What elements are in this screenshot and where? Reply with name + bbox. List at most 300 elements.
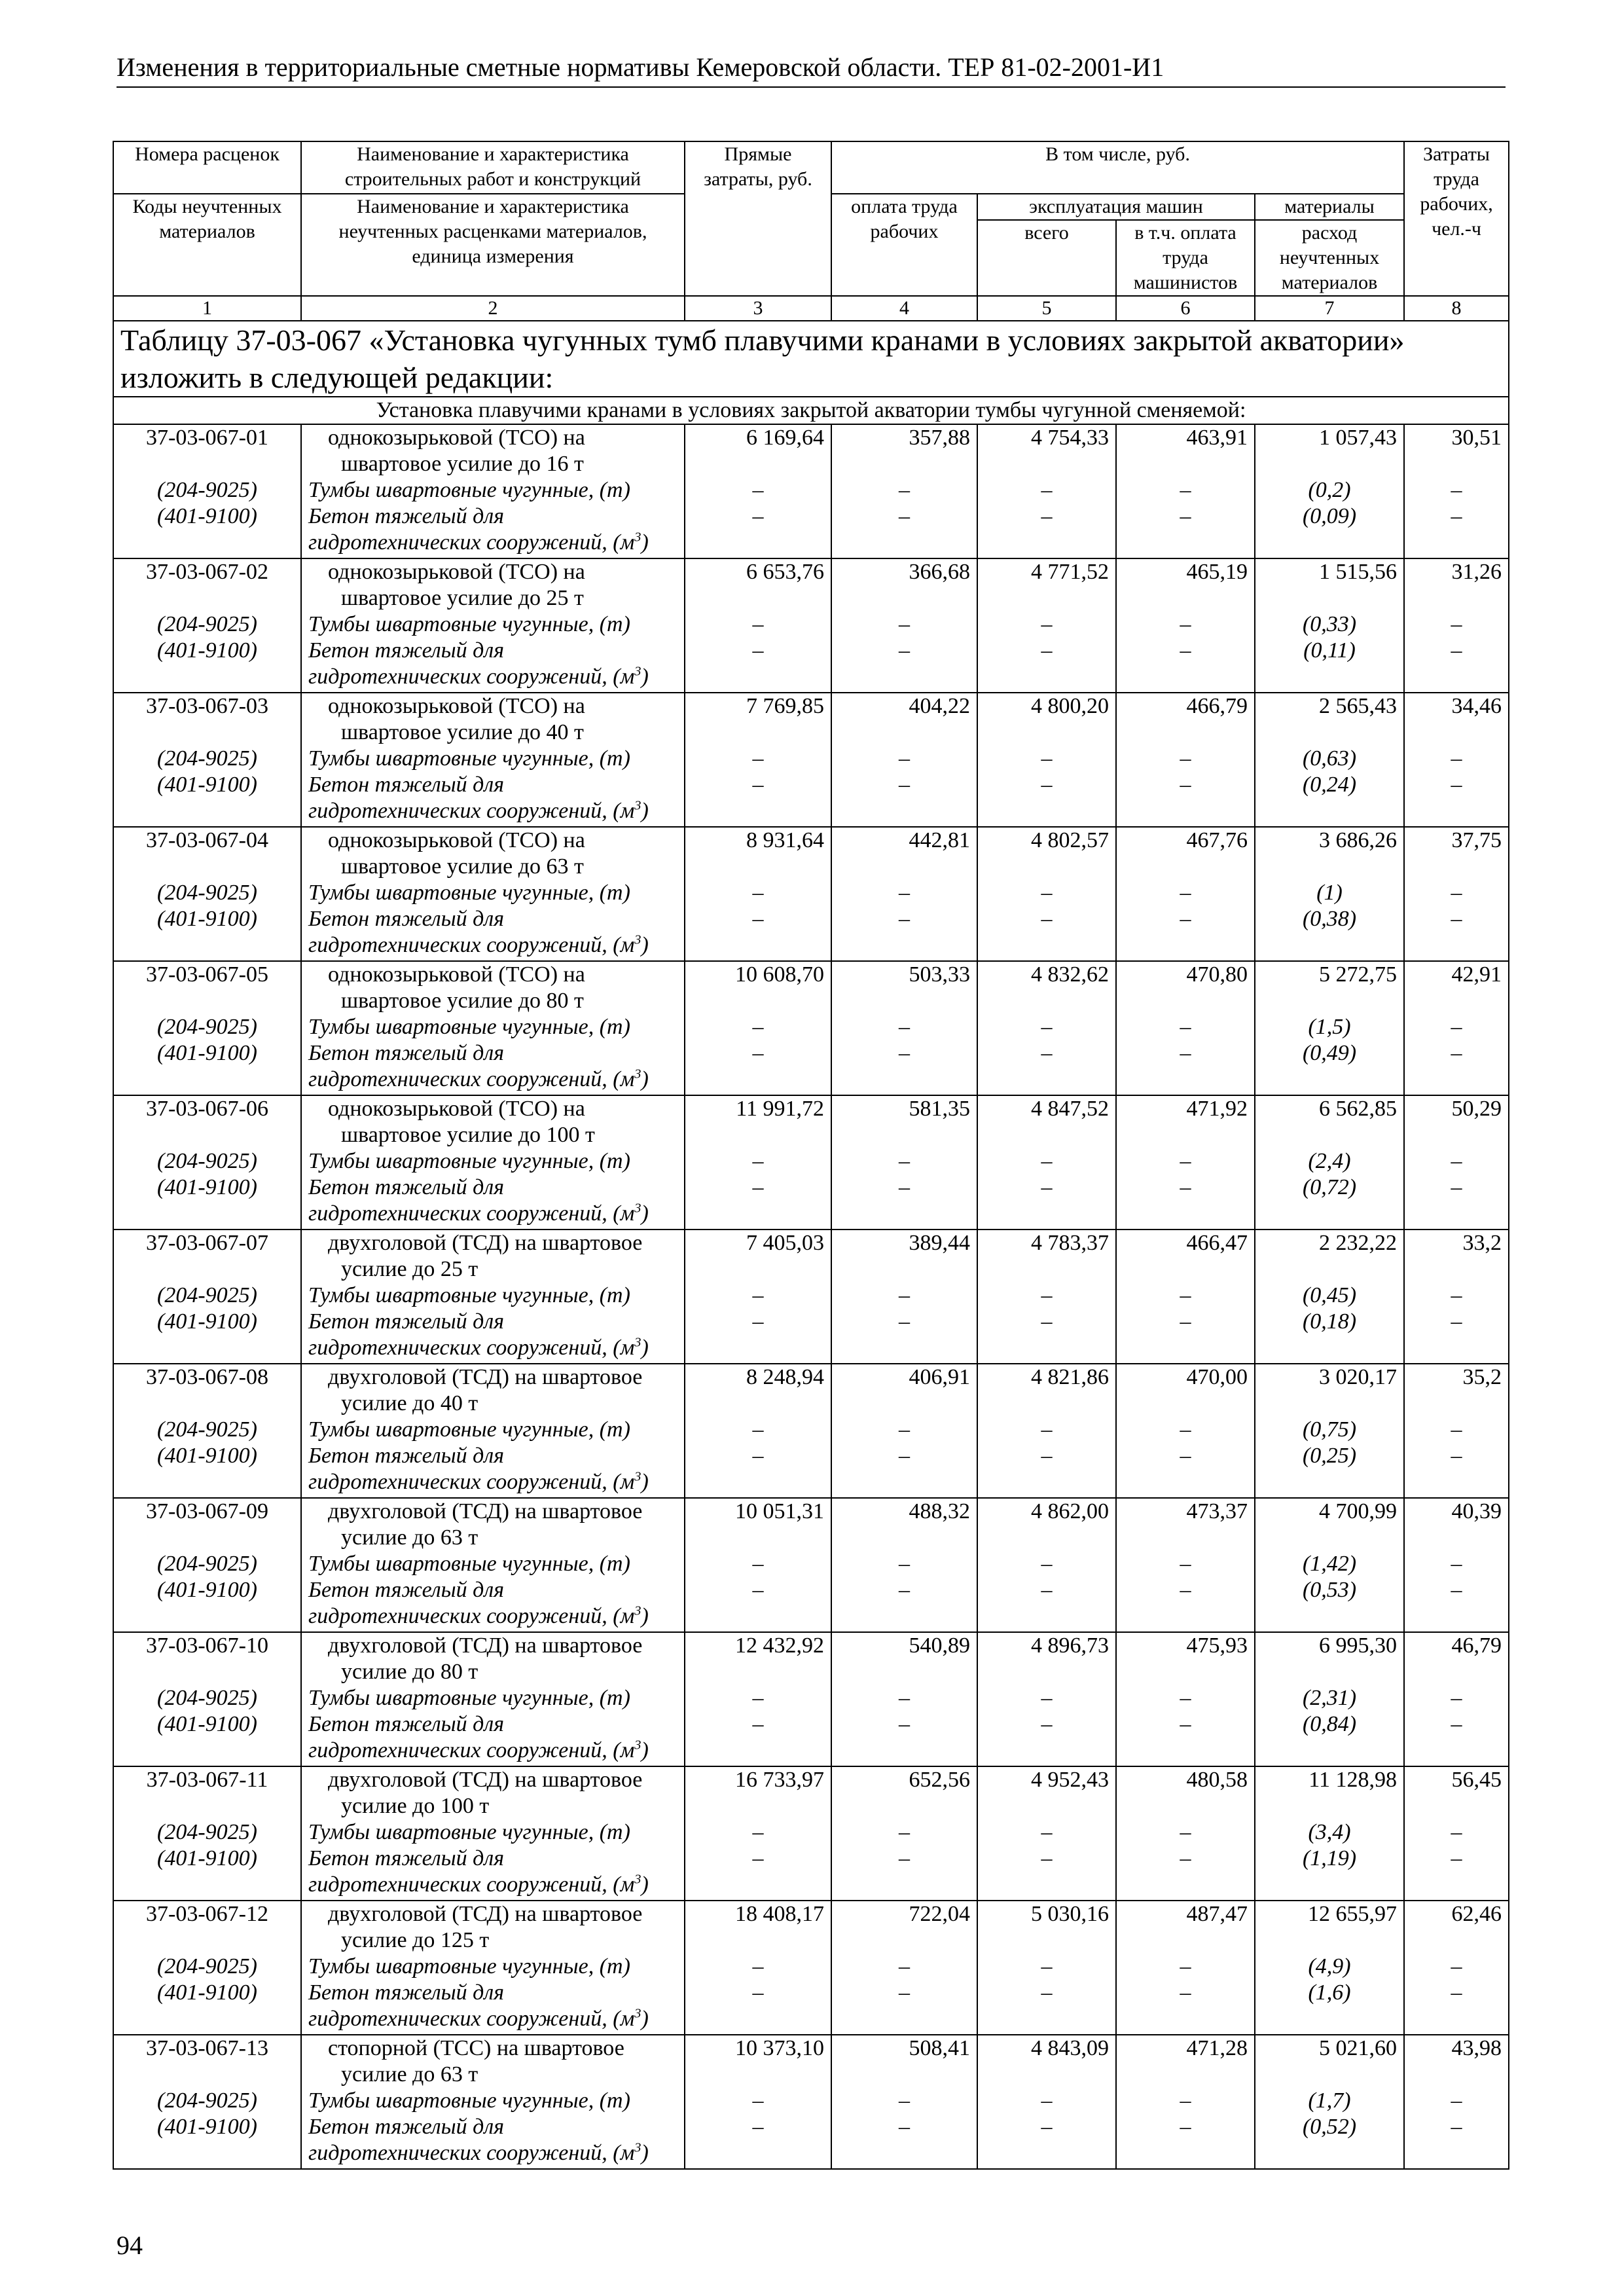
dash: – [752,1686,764,1710]
machines-total: 4 952,43 [1031,1768,1109,1792]
material-consumption: (0,38) [1302,907,1357,931]
materials-cost: 2 565,43 [1319,694,1398,718]
machinist-pay: 487,47 [1186,1902,1248,1926]
material-name-close: ) [641,2141,649,2165]
direct-cost-cell [685,2035,831,2169]
material-name: Бетон тяжелый для [308,1041,504,1065]
machinist-pay-cell [1116,961,1255,1095]
dash: – [899,1820,910,1844]
material-name: Бетон тяжелый для [308,1846,504,1870]
header-rule [117,86,1506,88]
rates-table [113,141,1509,2170]
materials-cell [1255,424,1404,558]
material-name: Тумбы швартовные чугунные, (т) [308,746,630,771]
material-code: (204-9025) [157,1686,257,1710]
rate-code: 37-03-067-03 [146,694,268,718]
material-code: (401-9100) [157,1578,257,1602]
labor-hours: 31,26 [1451,560,1502,584]
work-name-cell [301,693,685,827]
direct-cost: 8 248,94 [746,1365,824,1389]
material-name: Бетон тяжелый для [308,1712,504,1736]
worker-pay-cell [831,1364,977,1498]
work-name: двухголовой (ТСД) на швартовое усилие до 100 т [328,1768,643,1818]
column-numbers-row [113,296,1509,321]
dash: – [752,746,764,771]
unit-superscript: 3 [634,1872,641,1887]
dash: – [1041,1578,1053,1602]
materials-cell [1255,1230,1404,1364]
header-material-names: Наименование и характеристика неучтенных расценками материалов, единица измерения [301,194,685,296]
unit-superscript: 3 [634,664,641,679]
dash: – [1451,1041,1462,1065]
machinist-pay: 473,37 [1186,1499,1248,1523]
work-name: двухголовой (ТСД) на швартовое усилие до 40 т [328,1365,643,1415]
dash: – [1451,1578,1462,1602]
unit-superscript: 3 [634,1201,641,1216]
dash: – [1041,1309,1053,1334]
dash: – [899,1954,910,1978]
work-name-cell [301,1498,685,1632]
dash: – [1180,612,1191,636]
header-unaccounted-materials: расход неучтенных материалов [1255,220,1404,296]
dash: – [752,1444,764,1468]
materials-cost: 2 232,22 [1319,1231,1398,1255]
direct-cost: 10 051,31 [735,1499,824,1523]
worker-pay: 366,68 [909,560,970,584]
header-machinist-pay: в т.ч. оплата труда машинистов [1116,220,1255,296]
rate-code: 37-03-067-08 [146,1365,268,1389]
material-name [308,1201,677,1227]
materials-cost: 6 562,85 [1319,1097,1398,1121]
machines-total: 4 832,62 [1031,962,1109,987]
labor-hours-cell [1404,1632,1509,1766]
material-name [308,1335,677,1361]
material-code: (401-9100) [157,773,257,797]
material-consumption: (0,72) [1302,1175,1357,1199]
machines-total: 4 843,09 [1031,2036,1109,2060]
machinist-pay: 467,76 [1186,828,1248,852]
dash: – [899,1417,910,1442]
machinist-pay-cell [1116,827,1255,961]
direct-cost-cell [685,1766,831,1901]
dash: – [1451,1980,1462,2005]
machinist-pay-cell [1116,1095,1255,1230]
material-name [308,2006,677,2032]
labor-hours-cell [1404,2035,1509,2169]
dash: – [1451,1283,1462,1307]
worker-pay-cell [831,2035,977,2169]
dash: – [1041,746,1053,771]
labor-hours: 62,46 [1451,1902,1502,1926]
machinist-pay: 480,58 [1186,1768,1248,1792]
unit-superscript: 3 [634,1469,641,1484]
dash: – [1041,2088,1053,2113]
material-code: (204-9025) [157,1417,257,1442]
dash: – [752,1309,764,1334]
material-name [308,664,677,690]
dash: – [752,1149,764,1173]
rate-code-cell [113,693,301,827]
column-number: 4 [831,296,977,321]
direct-cost-cell [685,1901,831,2035]
column-number: 7 [1255,296,1404,321]
dash: – [1451,2115,1462,2139]
dash: – [1041,1175,1053,1199]
material-consumption: (4,9) [1308,1954,1351,1978]
header-material-codes: Коды неучтенных материалов [113,194,301,296]
dash: – [899,907,910,931]
labor-hours: 35,2 [1462,1365,1502,1389]
machines-total-cell [977,827,1116,961]
material-code: (401-9100) [157,1444,257,1468]
material-code: (204-9025) [157,478,257,502]
machinist-pay: 465,19 [1186,560,1248,584]
work-name: однокозырьковой (ТСО) на швартовое усилие до 80 т [328,962,585,1013]
dash: – [1041,1712,1053,1736]
material-name-unit: гидротехнических сооружений, (м [308,1067,635,1091]
dash: – [1451,612,1462,636]
work-name-cell [301,1230,685,1364]
dash: – [899,478,910,502]
material-consumption: (0,09) [1302,504,1357,528]
material-code: (401-9100) [157,504,257,528]
material-name [308,1872,677,1898]
work-name: однокозырьковой (ТСО) на швартовое усилие до 100 т [328,1097,595,1147]
machines-total-cell [977,1498,1116,1632]
dash: – [752,907,764,931]
dash: – [1451,1686,1462,1710]
direct-cost: 10 608,70 [735,962,824,987]
material-name: Тумбы швартовные чугунные, (т) [308,1686,630,1710]
unit-superscript: 3 [634,1335,641,1350]
machines-total: 4 800,20 [1031,694,1109,718]
material-name: Тумбы швартовные чугунные, (т) [308,1820,630,1844]
material-name-close: ) [641,530,649,555]
machines-total: 4 771,52 [1031,560,1109,584]
dash: – [1041,881,1053,905]
machines-total-cell [977,693,1116,827]
direct-cost: 12 432,92 [735,1633,824,1658]
labor-hours-cell [1404,961,1509,1095]
material-code: (401-9100) [157,1980,257,2005]
dash: – [899,1041,910,1065]
dash: – [752,1980,764,2005]
material-name: Тумбы швартовные чугунные, (т) [308,881,630,905]
material-consumption: (0,53) [1302,1578,1357,1602]
work-name: двухголовой (ТСД) на швартовое усилие до 63 т [328,1499,643,1550]
table-row [113,558,1509,693]
dash: – [1180,1417,1191,1442]
dash: – [899,1552,910,1576]
material-code: (204-9025) [157,1283,257,1307]
dash: – [752,1712,764,1736]
dash: – [1041,1417,1053,1442]
rate-code-cell [113,1766,301,1901]
rate-code-cell [113,1498,301,1632]
worker-pay: 488,32 [909,1499,970,1523]
page-number: 94 [117,2231,143,2260]
direct-cost: 6 169,64 [746,426,824,450]
worker-pay: 404,22 [909,694,970,718]
materials-cell [1255,1364,1404,1498]
worker-pay-cell [831,961,977,1095]
machinist-pay-cell [1116,1364,1255,1498]
labor-hours-cell [1404,558,1509,693]
worker-pay-cell [831,827,977,961]
work-name: двухголовой (ТСД) на швартовое усилие до 80 т [328,1633,643,1684]
material-name [308,1738,677,1764]
rate-code-cell [113,827,301,961]
dash: – [1041,1149,1053,1173]
material-name-close: ) [641,665,649,689]
materials-cell [1255,1901,1404,2035]
table-row [113,424,1509,558]
labor-hours-cell [1404,1364,1509,1498]
dash: – [1180,1283,1191,1307]
dash: – [899,1846,910,1870]
direct-cost-cell [685,1498,831,1632]
material-code: (401-9100) [157,907,257,931]
dash: – [899,1686,910,1710]
material-name: Тумбы швартовные чугунные, (т) [308,1954,630,1978]
rate-code: 37-03-067-10 [146,1633,268,1658]
work-name-cell [301,558,685,693]
dash: – [752,1041,764,1065]
labor-hours: 50,29 [1451,1097,1502,1121]
direct-cost-cell [685,1095,831,1230]
dash: – [752,1015,764,1039]
machines-total-cell [977,1230,1116,1364]
material-name [308,2140,677,2166]
rate-code: 37-03-067-01 [146,426,268,450]
machinist-pay-cell [1116,693,1255,827]
dash: – [899,638,910,663]
labor-hours-cell [1404,1766,1509,1901]
labor-hours: 33,2 [1462,1231,1502,1255]
dash: – [1180,773,1191,797]
direct-cost-cell [685,558,831,693]
rate-code-cell [113,2035,301,2169]
table-row [113,1498,1509,1632]
material-consumption: (1,7) [1308,2088,1351,2113]
rate-code: 37-03-067-06 [146,1097,268,1121]
material-code: (204-9025) [157,1820,257,1844]
dash: – [899,504,910,528]
dash: – [752,1283,764,1307]
material-consumption: (0,75) [1302,1417,1357,1442]
worker-pay-cell [831,1095,977,1230]
materials-cell [1255,1498,1404,1632]
material-name-unit: гидротехнических сооружений, (м [308,1201,635,1226]
machinist-pay-cell [1116,1766,1255,1901]
work-name: стопорной (ТСС) на швартовое усилие до 63 т [328,2036,624,2086]
worker-pay: 357,88 [909,426,970,450]
dash: – [1041,1444,1053,1468]
worker-pay: 581,35 [909,1097,970,1121]
material-name: Бетон тяжелый для [308,1175,504,1199]
dash: – [1180,2088,1191,2113]
machines-total-cell [977,1364,1116,1498]
dash: – [1180,746,1191,771]
rate-code-cell [113,1632,301,1766]
dash: – [899,1980,910,2005]
dash: – [899,1712,910,1736]
unit-superscript: 3 [634,2140,641,2155]
material-name: Бетон тяжелый для [308,638,504,663]
materials-cell [1255,1095,1404,1230]
material-name-unit: гидротехнических сооружений, (м [308,2141,635,2165]
machinist-pay: 463,91 [1186,426,1248,450]
machinist-pay: 471,92 [1186,1097,1248,1121]
direct-cost: 6 653,76 [746,560,824,584]
direct-cost-cell [685,1230,831,1364]
material-name: Тумбы швартовные чугунные, (т) [308,1417,630,1442]
material-name-unit: гидротехнических сооружений, (м [308,1738,635,1762]
material-name-unit: гидротехнических сооружений, (м [308,2007,635,2031]
dash: – [1451,746,1462,771]
direct-cost-cell [685,693,831,827]
machines-total: 5 030,16 [1031,1902,1109,1926]
machines-total: 4 783,37 [1031,1231,1109,1255]
table-row [113,1364,1509,1498]
dash: – [752,1552,764,1576]
material-name: Бетон тяжелый для [308,2115,504,2139]
header-direct-costs: Прямые затраты, руб. [685,141,831,296]
machines-total: 4 802,57 [1031,828,1109,852]
material-name: Бетон тяжелый для [308,907,504,931]
material-name-unit: гидротехнических сооружений, (м [308,933,635,957]
material-consumption: (0,18) [1302,1309,1357,1334]
dash: – [1451,1015,1462,1039]
worker-pay-cell [831,558,977,693]
table-row [113,2035,1509,2169]
material-code: (401-9100) [157,1309,257,1334]
work-name: однокозырьковой (ТСО) на швартовое усилие до 25 т [328,560,585,610]
dash: – [1041,504,1053,528]
rate-code: 37-03-067-05 [146,962,268,987]
materials-cost: 12 655,97 [1308,1902,1398,1926]
dash: – [1180,1954,1191,1978]
dash: – [1041,2115,1053,2139]
dash: – [752,478,764,502]
material-consumption: (0,49) [1302,1041,1357,1065]
material-consumption: (0,52) [1302,2115,1357,2139]
machinist-pay: 471,28 [1186,2036,1248,2060]
machines-total: 4 754,33 [1031,426,1109,450]
material-consumption: (1,42) [1302,1552,1357,1576]
work-name: однокозырьковой (ТСО) на швартовое усилие до 63 т [328,828,585,879]
material-code: (401-9100) [157,1175,257,1199]
work-name-cell [301,827,685,961]
machinist-pay-cell [1116,558,1255,693]
header-materials: материалы [1255,194,1404,220]
dash: – [1041,1686,1053,1710]
dash: – [1041,1820,1053,1844]
dash: – [752,881,764,905]
machines-total-cell [977,1901,1116,2035]
material-code: (204-9025) [157,2088,257,2113]
worker-pay-cell [831,424,977,558]
material-name: Бетон тяжелый для [308,773,504,797]
material-name: Тумбы швартовные чугунные, (т) [308,2088,630,2113]
material-consumption: (1,19) [1302,1846,1357,1870]
dash: – [1451,2088,1462,2113]
dash: – [752,2115,764,2139]
labor-hours-cell [1404,827,1509,961]
machinist-pay: 475,93 [1186,1633,1248,1658]
work-name-cell [301,1766,685,1901]
unit-superscript: 3 [634,1738,641,1753]
work-name: однокозырьковой (ТСО) на швартовое усилие до 40 т [328,694,585,744]
worker-pay: 652,56 [909,1768,970,1792]
material-name: Тумбы швартовные чугунные, (т) [308,1283,630,1307]
material-name-close: ) [641,1067,649,1091]
work-name-cell [301,424,685,558]
dash: – [1451,1846,1462,1870]
rate-code: 37-03-067-11 [146,1768,268,1792]
dash: – [752,638,764,663]
material-name: Бетон тяжелый для [308,1980,504,2005]
materials-cost: 3 686,26 [1319,828,1398,852]
dash: – [899,773,910,797]
labor-hours-cell [1404,1901,1509,2035]
material-name-close: ) [641,2007,649,2031]
dash: – [1451,504,1462,528]
labor-hours-cell [1404,1230,1509,1364]
machinist-pay: 466,79 [1186,694,1248,718]
dash: – [1180,1686,1191,1710]
column-number: 6 [1116,296,1255,321]
labor-hours-cell [1404,1095,1509,1230]
rate-code: 37-03-067-07 [146,1231,268,1255]
dash: – [1451,1309,1462,1334]
section-subtitle: Установка плавучими кранами в условиях закрытой акватории тумбы чугунной сменяемой: [113,397,1509,424]
machinist-pay-cell [1116,1632,1255,1766]
material-name-unit: гидротехнических сооружений, (м [308,1336,635,1360]
labor-hours: 43,98 [1451,2036,1502,2060]
dash: – [1041,1954,1053,1978]
dash: – [899,1283,910,1307]
material-code: (401-9100) [157,1712,257,1736]
table-row [113,1230,1509,1364]
materials-cell [1255,1632,1404,1766]
header-labor-hours: Затраты труда рабочих, чел.-ч [1404,141,1509,296]
material-name: Бетон тяжелый для [308,1309,504,1334]
dash: – [1180,1552,1191,1576]
dash: – [1451,773,1462,797]
dash: – [1451,1820,1462,1844]
dash: – [752,612,764,636]
dash: – [1451,1417,1462,1442]
rate-code-cell [113,961,301,1095]
dash: – [1041,612,1053,636]
page-header-title: Изменения в территориальные сметные нормативы Кемеровской области. ТЕР 81-02-2001-И1 [117,52,1164,82]
table-row [113,1901,1509,2035]
labor-hours-cell [1404,693,1509,827]
direct-cost: 7 405,03 [746,1231,824,1255]
material-consumption: (0,25) [1302,1444,1357,1468]
materials-cost: 1 515,56 [1319,560,1398,584]
material-code: (204-9025) [157,1015,257,1039]
dash: – [1180,1846,1191,1870]
dash: – [1451,478,1462,502]
dash: – [1451,1175,1462,1199]
dash: – [1180,1444,1191,1468]
material-consumption: (0,45) [1302,1283,1357,1307]
material-consumption: (1,6) [1308,1980,1351,2005]
material-consumption: (0,2) [1308,478,1351,502]
labor-hours-cell [1404,1498,1509,1632]
